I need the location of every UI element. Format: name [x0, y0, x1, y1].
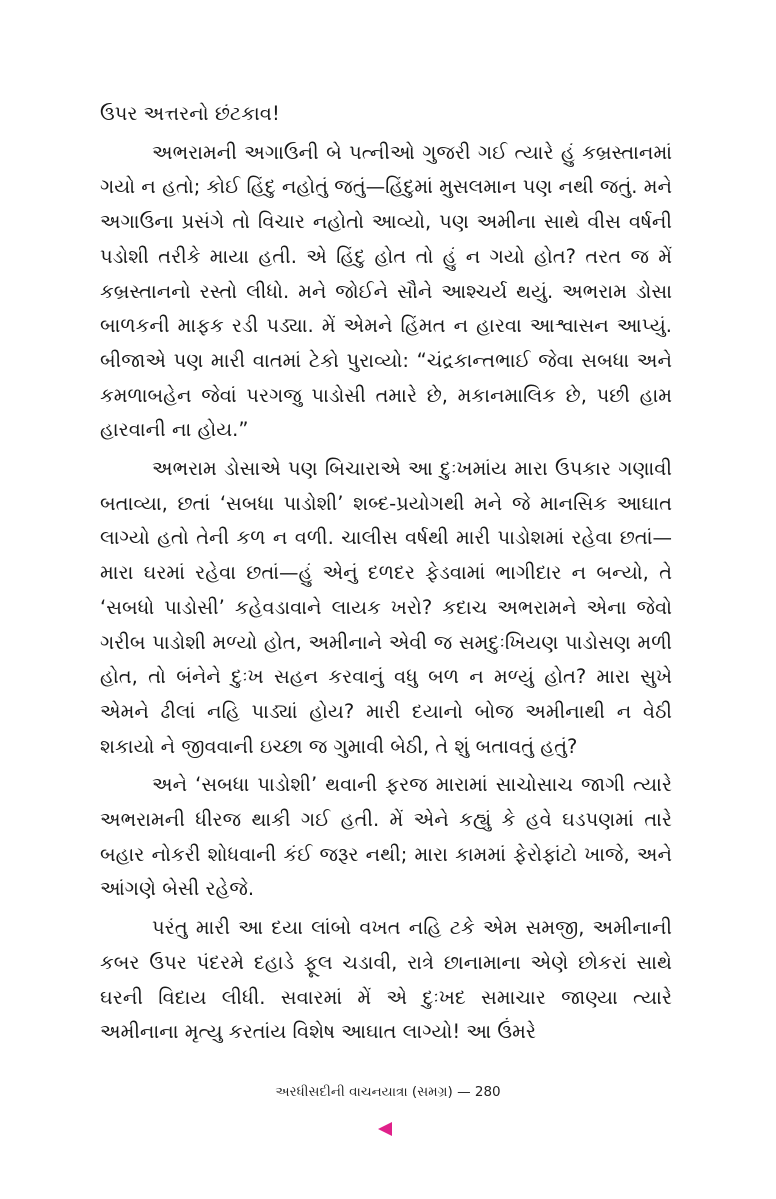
paragraph-continued: ઉપર અત્તરનો છંટકાવ!	[100, 102, 280, 125]
page-footer: અરધીસદીની વાચનયાત્રા (સમગ્ર) — 280	[275, 1084, 501, 1100]
page-body	[100, 97, 672, 1054]
paragraph: અભરામ ડોસાએ પણ બિચારાએ આ દુઃખમાંય મારા ઉપકાર ગણાવી બતાવ્યા, છતાં ‘સબધા પાડોશી’ શબ્દ-પ્રયોગથી મને જે માનસિક આઘાત લાગ્યો હતો તેની કળ ન વળી. ચાલીસ વર્ષથી મારી પાડોશમાં રહેવા છતાં—મારા ઘરમાં રહેવા છતાં—હું એનું દળદર ફેડવામાં ભાગીદાર ન બન્યો, તે ‘સબધો પાડોસી’ કહેવડાવાને લાયક ખરો? કદાચ અભરામને એના જેવો ગરીબ પાડોશી મળ્યો હોત, અમીનાને એવી જ સમદુઃખિયણ પાડોસણ મળી હોત, તો બંનેને દુઃખ સહન કરવાનું વધુ બળ ન મળ્યું હોત? મારા સુખે એમને ઢીલાં નહિ પાડ્યાં હોય? મારી દયાનો બોજ અમીનાથી ન વેઠી શકાયો ને જીવવાની ઇચ્છા જ ગુમાવી બેઠી, તે શું બતાવતું હતું?	[100, 457, 672, 758]
previous-page-arrow-icon[interactable]	[378, 1122, 392, 1136]
paragraph: અને ‘સબધા પાડોશી’ થવાની ફરજ મારામાં સાચોસાચ જાગી ત્યારે અભરામની ધીરજ થાકી ગઈ હતી. મેં એને કહ્યું કે હવે ઘડપણમાં તારે બહાર નોકરી શોધવાની કંઈ જરૂર નથી; મારા કામમાં ફેરોફાંટો ખાજે, અને આંગણે બેસી રહેજે.	[100, 773, 672, 901]
paragraph: અભરામની અગાઉની બે પત્નીઓ ગુજરી ગઈ ત્યારે હું કબ્રસ્તાનમાં ગયો ન હતો; કોઈ હિંદુ નહોતું જતું—હિંદુમાં મુસલમાન પણ નથી જતું. મને અગાઉના પ્રસંગે તો વિચાર નહોતો આવ્યો, પણ અમીના સાથે વીસ વર્ષની પડોશી તરીકે માયા હતી. એ હિંદુ હોત તો હું ન ગયો હોત? તરત જ મેં કબ્રસ્તાનનો રસ્તો લીધો. મને જોઈને સૌને આશ્ચર્ય થયું. અભરામ ડોસા બાળકની માફક રડી પડ્યા. મેં એમને હિંમત ન હારવા આશ્વાસન આપ્યું. બીજાએ પણ મારી વાતમાં ટેકો પુરાવ્યો: “ચંદ્રકાન્તભાઈ જેવા સબધા અને કમળાબહેન જેવાં પરગજુ પાડોસી તમારે છે, મકાનમાલિક છે, પછી હામ હારવાની ના હોય.”	[100, 140, 672, 442]
paragraph: પરંતુ મારી આ દયા લાંબો વખત નહિ ટકે એમ સમજી, અમીનાની કબર ઉપર પંદરમે દહાડે ફૂલ ચડાવી, રાત્રે છાનામાના એણે છોકરાં સાથે ઘરની વિદાય લીધી. સવારમાં મેં એ દુઃખદ સમાચાર જાણ્યા ત્યારે અમીનાના મૃત્યુ કરતાંય વિશેષ આઘાત લાગ્યો! આ ઉંમરે	[100, 916, 672, 1044]
